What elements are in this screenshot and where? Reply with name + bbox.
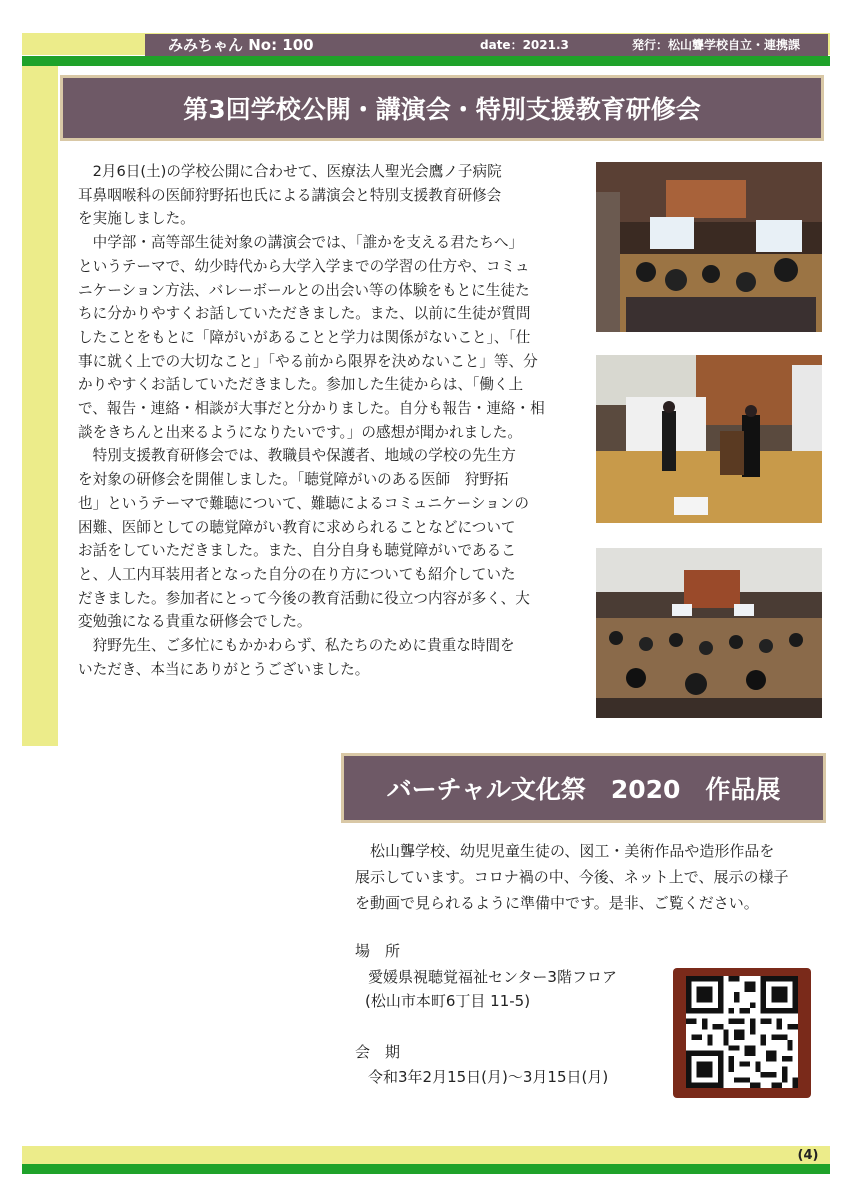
place-label: 場 所 bbox=[355, 942, 401, 960]
footer-green-rule bbox=[22, 1164, 830, 1174]
article2-line: を動画で見られるように準備中です。是非、ご覧ください。 bbox=[355, 894, 759, 912]
place-name: 愛媛県視聴覚福祉センター3階フロア bbox=[368, 968, 617, 986]
article1-line: ちに分かりやすくお話していただきました。また、以前に生徒が質問 bbox=[78, 305, 531, 323]
article1-line: 困難、医師としての聴覚障がい教育に求められることなどについて bbox=[78, 518, 516, 536]
side-strip bbox=[22, 66, 58, 746]
article1-body bbox=[78, 160, 590, 681]
article1-line: かりやすくお話していただきました。参加した生徒からは、「働く上 bbox=[78, 376, 524, 394]
article1-line: ニケーション方法、バレーボールとの出会い等の体験をもとに生徒た bbox=[78, 281, 530, 299]
article1-line: いただき、本当にありがとうございました。 bbox=[78, 660, 370, 678]
lecture-photo-2 bbox=[596, 355, 822, 523]
publisher: 発行：松山聾学校自立・連携課 bbox=[632, 38, 801, 52]
footer-yellow-band bbox=[22, 1146, 830, 1164]
article2-line: 展示しています。コロナ禍の中、今後、ネット上で、展示の様子 bbox=[355, 868, 789, 886]
article1-line: と、人工内耳装用者となった自分の在り方についても紹介していた bbox=[78, 565, 516, 583]
article1-line: というテーマで、幼少時代から大学入学までの学習の仕方や、コミュ bbox=[78, 257, 530, 275]
article1-line: を対象の研修会を開催しました。「聴覚障がいのある医師 狩野拓 bbox=[78, 471, 509, 489]
newsletter-name: みみちゃん No: 100 bbox=[168, 36, 314, 54]
article1-line: だきました。参加者にとって今後の教育活動に役立つ内容が多く、大 bbox=[78, 589, 530, 607]
header-green-rule bbox=[22, 56, 830, 66]
issue-date: date：2021.3 bbox=[480, 38, 569, 52]
article1-line: 也」というテーマで難聴について、難聴によるコミュニケーションの bbox=[78, 494, 529, 512]
article1-title: 第3回学校公開・講演会・特別支援教育研修会 bbox=[60, 75, 824, 141]
article1-line: 中学部・高等部生徒対象の講演会では、「誰かを支える君たちへ」 bbox=[78, 234, 524, 252]
article1-line: お話をしていただきました。また、自分自身も聴覚障がいであるこ bbox=[78, 542, 516, 560]
place-address: (松山市本町6丁目 11-5) bbox=[365, 992, 531, 1010]
article2-body bbox=[355, 838, 825, 916]
article1-line: 2月6日(土)の学校公開に合わせて、医療法人聖光会鷹ノ子病院 bbox=[78, 163, 502, 180]
period-value: 令和3年2月15日(月)～3月15日(月) bbox=[368, 1068, 609, 1086]
article1-line: 事に就く上での大切なこと」「やる前から限界を決めないこと」等、分 bbox=[78, 352, 538, 370]
article1-line: を実施しました。 bbox=[78, 210, 195, 228]
article1-line: 談をきちんと出来るようになりたいです。」の感想が聞かれました。 bbox=[78, 423, 522, 441]
article1-line: 耳鼻咽喉科の医師狩野拓也氏による講演会と特別支援教育研修会 bbox=[78, 186, 502, 204]
article2-title: バーチャル文化祭 2020 作品展 bbox=[341, 753, 826, 823]
article1-line: 特別支援教育研修会では、教職員や保護者、地域の学校の先生方 bbox=[78, 447, 516, 465]
period-label: 会 期 bbox=[355, 1043, 401, 1061]
lecture-photo-3 bbox=[596, 548, 822, 718]
qr-code[interactable] bbox=[686, 976, 798, 1088]
article2-line: 松山聾学校、幼児児童生徒の、図工・美術作品や造形作品を bbox=[355, 842, 775, 860]
article1-line: したことをもとに「障がいがあることと学力は関係がないこと」、「仕 bbox=[78, 328, 531, 346]
article1-line: 狩野先生、ご多忙にもかかわらず、私たちのために貴重な時間を bbox=[78, 637, 515, 655]
page-number: (4) bbox=[797, 1148, 819, 1163]
article1-line: 変勉強になる貴重な研修会でした。 bbox=[78, 613, 312, 631]
article1-line: で、報告・連絡・相談が大事だと分かりました。自分も報告・連絡・相 bbox=[78, 400, 545, 418]
lecture-photo-1 bbox=[596, 162, 822, 332]
